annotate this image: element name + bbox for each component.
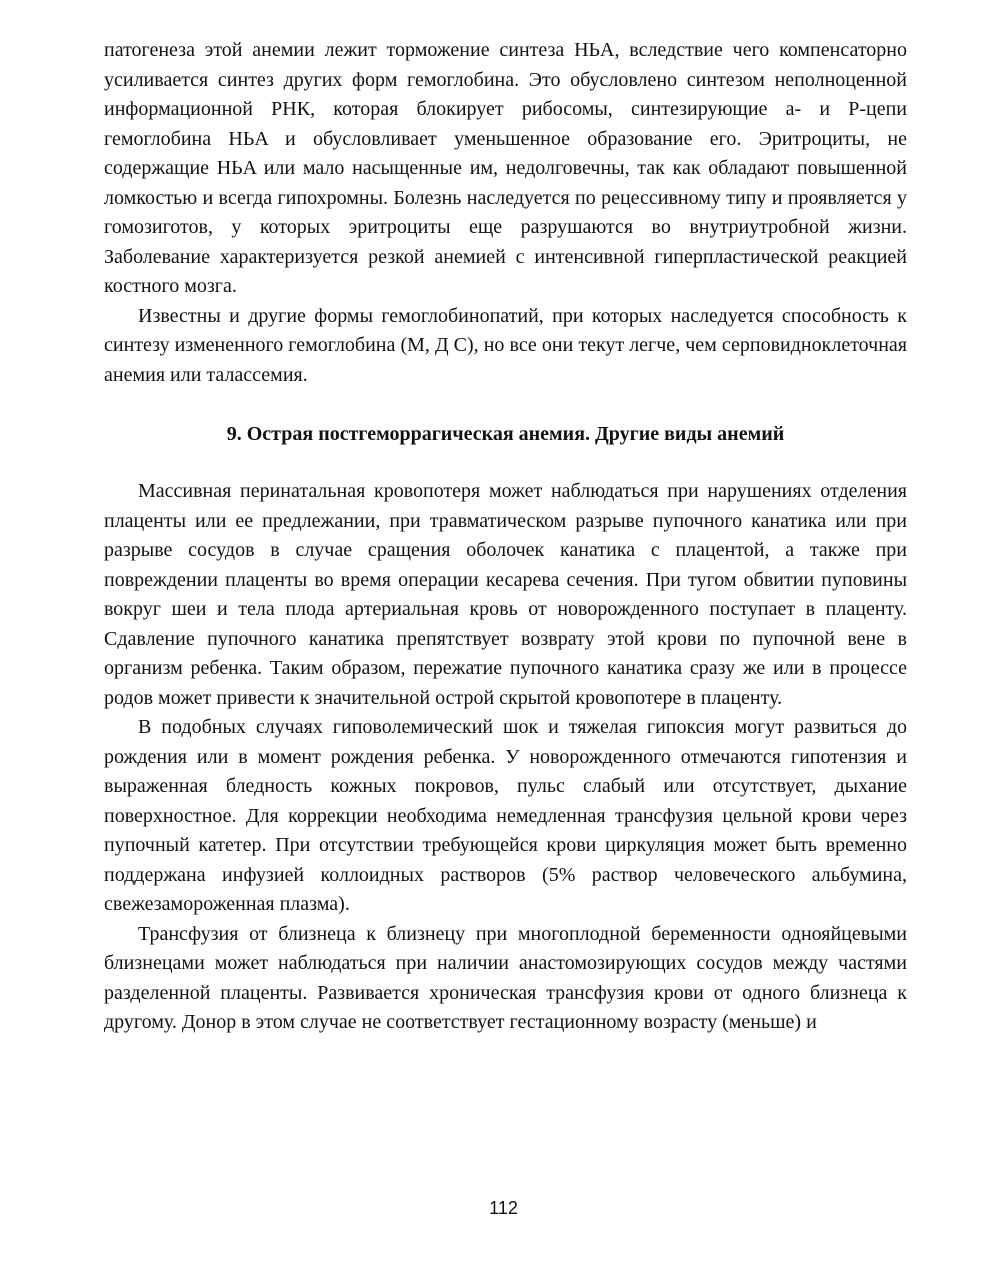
paragraph-hypovolemic-shock: В подобных случаях гиповолемический шок и тяжелая гипоксия могут развиться до рождения или в момент рождения ребенка. У новорожденного отмечаются гипотензия и выраженная бледность кожных покровов, пульс слабый или отсутствует, дыхание поверхностное. Для коррекции необходима немедленная трансфузия цельной крови через пупочный катетер. При отсутствии требующейся крови циркуляция может быть временно поддержана инфузией коллоидных растворов (5% раствор человеческого альбумина, свежезамороженная плазма). <box>104 716 907 915</box>
page-number: 112 <box>489 1198 518 1218</box>
paragraph-twin-transfusion: Трансфузия от близнеца к близнецу при многоплодной беременности однояйцевыми близнецами может наблюдаться при наличии анастомозирующих сосудов между частями разделенной плаценты. Развивается хроническая трансфузия крови от одного близнеца к другому. Донор в этом случае не соответствует гестационному возрасту (меньше) и <box>104 922 907 1033</box>
section-heading: 9. Острая постгеморрагическая анемия. Другие виды анемий <box>226 423 785 445</box>
paragraph-hemoglobinopathies: Известны и другие формы гемоглобинопатий, при которых наследуется способность к синтезу измененного гемоглобина (M, Д С), но все они текут легче, чем серповидноклеточная анемия или талассемия. <box>104 304 907 386</box>
paragraph-perinatal-blood-loss: Массивная перинатальная кровопотеря может наблюдаться при нарушениях отделения плаценты или ее предлежании, при травматическом разрыве пупочного канатика или при разрыве сосудов в случае сращения оболочек канатика с плацентой, а также при повреждении плаценты во время операции кесарева сечения. При тугом обвитии пуповины вокруг шеи и тела плода артериальная кровь от новорожденного поступает в плаценту. Сдавление пупочного канатика препятствует возврату этой крови по пупочной вене в организм ребенка. Таким образом, пережатие пупочного канатика сразу же или в процессе родов может привести к значительной острой скрытой кровопотере в плаценту. <box>104 480 907 709</box>
document-page <box>104 36 907 1038</box>
paragraph-thalassemia-pathogenesis: патогенеза этой анемии лежит торможение синтеза HЬA, вследствие чего компенсаторно усиливается синтез других форм гемоглобина. Это обусловлено синтезом неполноценной информационной РНК, которая блокирует рибосомы, синтезирующие a- и Р-цепи гемоглобина HЬA и обусловливает уменьшенное образование его. Эритроциты, не содержащие HЬA или мало насыщенные им, недолговечны, так как обладают повышенной ломкостью и всегда гипохромны. Болезнь наследуется по рецессивному типу и проявляется у гомозиготов, у которых эритроциты еще разрушаются во внутриутробной жизни. Заболевание характеризуется резкой анемией с интенсивной гиперпластической реакцией костного мозга. <box>104 39 907 297</box>
